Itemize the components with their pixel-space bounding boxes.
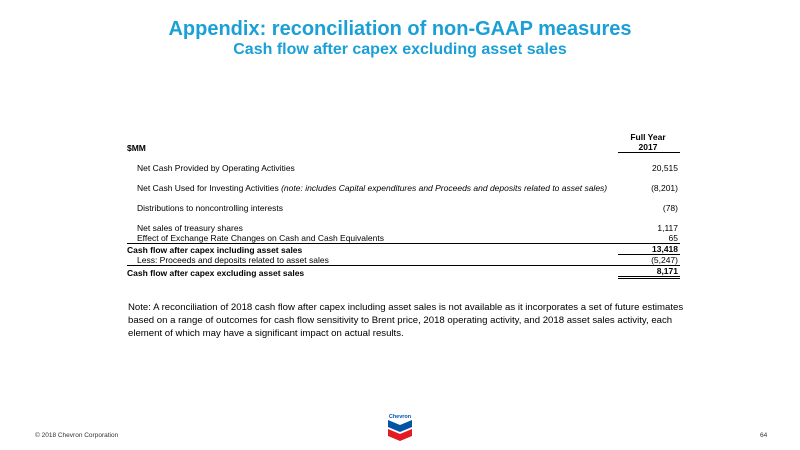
row-label: Less: Proceeds and deposits related to asset sales xyxy=(137,255,329,265)
column-header xyxy=(618,130,680,153)
column-header-line1: Full Year xyxy=(630,132,666,142)
units-label: $MM xyxy=(127,142,146,153)
row-value: 20,515 xyxy=(652,163,678,173)
chevron-logo-icon xyxy=(386,412,414,442)
logo-blue-chevron xyxy=(388,420,412,432)
copyright: © 2018 Chevron Corporation xyxy=(35,432,119,439)
column-header-line2: 2017 xyxy=(638,142,658,152)
row-label: Cash flow after capex including asset sales xyxy=(127,244,618,255)
footnote: Note: A reconciliation of 2018 cash flow after capex including asset sales is not available as it incorporates a set of future estimates based on a range of outcomes for cash flow sensitivity to Brent price, 2018 operating activity, and 2018 asset sales activity, each element of which may have a significant impact on actual results. xyxy=(128,302,684,339)
row-label-group xyxy=(127,183,618,193)
table-row-subtotal xyxy=(127,244,680,255)
chevron-logo xyxy=(386,412,414,442)
table-row xyxy=(127,163,680,173)
row-note: (note: includes Capital expenditures and Proceeds and deposits related to asset sales) xyxy=(281,183,608,193)
row-label: Net Cash Provided by Operating Activities xyxy=(137,163,295,173)
table-row xyxy=(127,255,680,266)
row-label: Net Cash Used for Investing Activities xyxy=(137,183,282,193)
row-label: Effect of Exchange Rate Changes on Cash and Cash Equivalents xyxy=(137,233,384,243)
row-value: 65 xyxy=(618,233,680,244)
page-number: 64 xyxy=(760,432,768,439)
row-value: 8,171 xyxy=(618,266,680,278)
row-value: (5,247) xyxy=(618,255,680,266)
row-value: (8,201) xyxy=(651,183,678,193)
row-value: 13,418 xyxy=(618,244,680,255)
page-subtitle: Cash flow after capex excluding asset sales xyxy=(233,41,567,58)
table-row xyxy=(127,233,680,244)
row-label: Distributions to noncontrolling interests xyxy=(137,203,283,213)
row-label: Cash flow after capex excluding asset sales xyxy=(127,266,618,278)
table-row xyxy=(127,223,680,233)
reconciliation-table xyxy=(127,130,680,279)
page-title: Appendix: reconciliation of non-GAAP measures xyxy=(168,18,632,40)
table-row xyxy=(127,183,680,193)
table-row-total xyxy=(127,266,680,278)
table-header-row xyxy=(127,130,680,153)
row-value: (78) xyxy=(662,203,678,213)
row-value: 1,117 xyxy=(657,223,678,233)
logo-text: Chevron xyxy=(388,414,412,420)
table-row xyxy=(127,203,680,213)
row-label: Net sales of treasury shares xyxy=(137,223,243,233)
